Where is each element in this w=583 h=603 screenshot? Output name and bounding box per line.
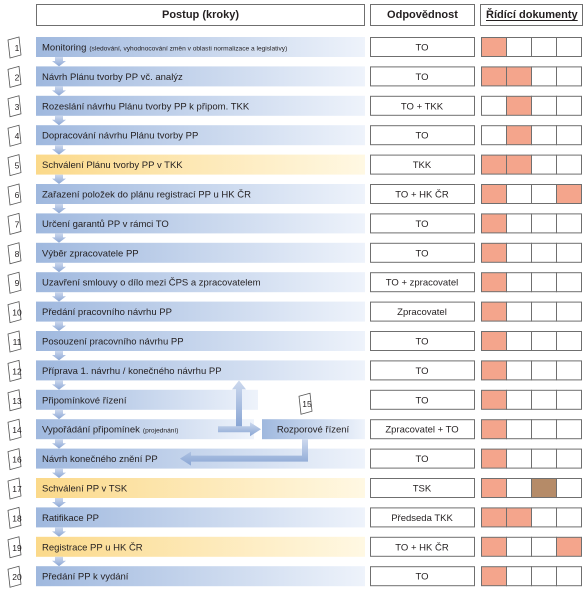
step-label-text: Vypořádání připomínek xyxy=(42,424,140,436)
document-cell xyxy=(482,449,507,468)
document-cell xyxy=(557,567,582,586)
step-row-20 xyxy=(8,566,582,587)
step-label xyxy=(42,454,158,465)
responsibility-text: TKK xyxy=(412,160,432,172)
step-number: 10 xyxy=(12,307,22,318)
step-label xyxy=(42,307,172,318)
responsibility-text: TO xyxy=(415,248,429,260)
document-cell xyxy=(557,361,582,380)
step-row-2 xyxy=(8,66,582,95)
step-number: 11 xyxy=(12,337,22,347)
document-cell xyxy=(507,567,532,586)
step-label-text: Výběr zpracovatele PP xyxy=(42,248,139,260)
document-cell xyxy=(482,508,507,527)
flow-arrow-down xyxy=(52,233,66,242)
step-number: 6 xyxy=(14,190,20,200)
document-cell xyxy=(532,449,557,468)
document-cell xyxy=(557,420,582,439)
document-cell xyxy=(507,214,532,233)
flow-arrow-down xyxy=(52,527,66,536)
document-cell xyxy=(482,537,507,556)
step-number: 12 xyxy=(12,366,22,377)
step-row-9 xyxy=(8,272,582,301)
document-cell xyxy=(532,567,557,586)
step-label-text: Návrh Plánu tvorby PP vč. analýz xyxy=(42,71,183,83)
step-label-text: Monitoring xyxy=(42,42,87,54)
step-row-17 xyxy=(8,478,582,507)
document-cell xyxy=(532,537,557,556)
step-number: 7 xyxy=(14,219,20,230)
document-cell xyxy=(532,243,557,262)
document-cell xyxy=(532,420,557,439)
step-number: 16 xyxy=(12,454,22,465)
document-cell xyxy=(532,126,557,145)
side-step-number: 15 xyxy=(302,399,312,410)
step-row-12 xyxy=(8,360,582,389)
step-row-6 xyxy=(8,184,582,213)
step-label-text: Určení garantů PP v rámci TO xyxy=(42,218,169,230)
step-label-text: Zařazení položek do plánu registrací PP u HK ČR xyxy=(42,189,251,201)
document-cell xyxy=(482,96,507,115)
document-cell xyxy=(507,155,532,174)
document-cell xyxy=(532,67,557,86)
step-number: 9 xyxy=(14,278,20,289)
step-note: (sledování, vyhodnocování změn v oblasti normalizace a legislativy) xyxy=(89,45,288,53)
document-cell xyxy=(532,390,557,409)
step-label xyxy=(42,513,99,524)
step-row-7 xyxy=(8,213,582,242)
document-cell xyxy=(482,38,507,57)
step-note: (projednání) xyxy=(142,427,179,435)
document-cell xyxy=(532,479,557,498)
document-cell xyxy=(532,155,557,174)
document-cell xyxy=(557,67,582,86)
document-cell xyxy=(482,332,507,351)
step-label-text: Předání PP k vydání xyxy=(42,571,129,583)
flow-arrow-down xyxy=(52,86,66,95)
responsibility-text: Zpracovatel xyxy=(397,307,447,319)
document-cell xyxy=(507,126,532,145)
document-cell xyxy=(532,273,557,292)
step-label xyxy=(42,572,129,583)
step-label xyxy=(42,219,169,230)
document-cell xyxy=(557,449,582,468)
responsibility-text: TO + zpracovatel xyxy=(385,277,459,289)
step-label-text: Rozeslání návrhu Plánu tvorby PP k připom. TKK xyxy=(42,101,250,113)
step-row-15 xyxy=(262,393,365,439)
responsibility-text: TO xyxy=(415,365,429,377)
document-cell xyxy=(507,38,532,57)
document-cell xyxy=(482,390,507,409)
flow-arrow-down xyxy=(52,498,66,507)
document-cell xyxy=(507,96,532,115)
step-label-text: Návrh konečného znění PP xyxy=(42,454,158,466)
step-number: 2 xyxy=(14,72,20,83)
header-steps: Postup (kroky) xyxy=(36,4,365,26)
document-cell xyxy=(482,67,507,86)
step-row-1 xyxy=(8,37,582,66)
flow-arrow-down xyxy=(52,380,66,389)
document-cell xyxy=(557,38,582,57)
document-cell xyxy=(532,332,557,351)
step-row-3 xyxy=(8,96,582,125)
step-number: 17 xyxy=(12,484,22,494)
document-cell xyxy=(507,67,532,86)
responsibility-text: TO + HK ČR xyxy=(395,542,449,554)
flow-arrow-down xyxy=(52,145,66,154)
flow-arrow-down xyxy=(52,322,66,331)
document-cell xyxy=(557,126,582,145)
document-cell xyxy=(532,361,557,380)
document-cell xyxy=(507,302,532,321)
step-row-5 xyxy=(8,155,582,184)
document-cell xyxy=(532,214,557,233)
flow-arrow-down xyxy=(52,469,66,478)
step-label-text: Registrace PP u HK ČR xyxy=(42,542,143,554)
responsibility-text: TO xyxy=(415,395,429,407)
document-cell xyxy=(532,96,557,115)
step-label-text: Uzavření smlouvy o dílo mezi ČPS a zpracovatelem xyxy=(42,277,261,289)
step-label-text: Posouzení pracovního návrhu PP xyxy=(42,336,184,348)
step-number: 13 xyxy=(12,395,22,406)
step-label xyxy=(42,542,143,553)
document-cell xyxy=(557,302,582,321)
header-documents: Řídící dokumenty xyxy=(480,4,583,26)
step-row-19 xyxy=(8,537,582,566)
document-cell xyxy=(507,361,532,380)
step-label-text: Předání pracovního návrhu PP xyxy=(42,307,172,319)
document-cell xyxy=(507,508,532,527)
step-row-16 xyxy=(8,449,582,478)
step-label xyxy=(42,101,250,112)
document-cell xyxy=(557,537,582,556)
step-number: 8 xyxy=(14,248,20,259)
step-number: 4 xyxy=(14,131,20,142)
document-cell xyxy=(507,479,532,498)
document-cell xyxy=(557,390,582,409)
responsibility-text: TO xyxy=(415,42,429,54)
side-step-label: Rozporové řízení xyxy=(276,424,350,436)
step-label xyxy=(42,484,128,495)
document-cell xyxy=(557,214,582,233)
step-number: 5 xyxy=(14,160,20,171)
document-cell xyxy=(482,479,507,498)
responsibility-text: TO + HK ČR xyxy=(395,189,449,201)
flow-arrow-down xyxy=(52,410,66,419)
step-number: 18 xyxy=(12,513,22,524)
responsibility-text: TO xyxy=(415,130,429,142)
step-number: 14 xyxy=(12,425,22,436)
document-cell xyxy=(532,38,557,57)
responsibility-text: TO xyxy=(415,571,429,583)
step-row-11 xyxy=(8,331,582,360)
document-cell xyxy=(507,185,532,204)
document-cell xyxy=(557,273,582,292)
document-cell xyxy=(482,420,507,439)
responsibility-text: TO xyxy=(415,454,429,466)
document-cell xyxy=(507,537,532,556)
document-cell xyxy=(482,243,507,262)
step-label xyxy=(42,72,183,83)
step-label xyxy=(42,160,183,171)
responsibility-text: TSK xyxy=(412,483,432,495)
responsibility-text: Zpracovatel + TO xyxy=(385,424,459,436)
document-cell xyxy=(532,508,557,527)
document-cell xyxy=(507,332,532,351)
rows-layer xyxy=(8,37,582,587)
document-cell xyxy=(557,332,582,351)
step-label-text: Dopracování návrhu Plánu tvorby PP xyxy=(42,130,199,142)
responsibility-text: Předseda TKK xyxy=(391,512,453,524)
document-cell xyxy=(482,567,507,586)
flow-arrow-down xyxy=(52,263,66,272)
step-row-8 xyxy=(8,243,582,272)
step-label xyxy=(42,248,139,259)
step-row-4 xyxy=(8,125,582,154)
step-label-text: Příprava 1. návrhu / konečného návrhu PP xyxy=(42,365,222,377)
responsibility-text: TO xyxy=(415,336,429,348)
flow-arrow-down xyxy=(52,351,66,360)
step-number: 3 xyxy=(14,101,20,112)
document-cell xyxy=(557,96,582,115)
document-cell xyxy=(507,390,532,409)
step-label xyxy=(42,278,261,289)
step-label xyxy=(42,366,222,377)
step-label-text: Připomínkové řízení xyxy=(42,395,127,407)
document-cell xyxy=(532,185,557,204)
step-label xyxy=(42,190,251,201)
flow-arrow-down xyxy=(52,57,66,66)
step-label-text: Schválení Plánu tvorby PP v TKK xyxy=(42,160,183,172)
step-row-10 xyxy=(8,302,582,331)
step-label xyxy=(42,395,127,406)
document-cell xyxy=(557,155,582,174)
document-cell xyxy=(482,126,507,145)
step-label-text: Schválení PP v TSK xyxy=(42,483,128,495)
step-number: 20 xyxy=(12,572,22,583)
document-cell xyxy=(482,185,507,204)
responsibility-text: TO xyxy=(415,71,429,83)
document-cell xyxy=(557,508,582,527)
flow-arrow-down xyxy=(52,292,66,301)
step-number: 19 xyxy=(12,542,22,553)
flow-arrow-down xyxy=(52,439,66,448)
document-cell xyxy=(482,273,507,292)
step-row-18 xyxy=(8,507,582,536)
document-cell xyxy=(507,420,532,439)
document-cell xyxy=(507,243,532,262)
step-label xyxy=(42,337,184,348)
step-label-text: Ratifikace PP xyxy=(42,512,100,524)
document-cell xyxy=(482,214,507,233)
header-responsibility: Odpovědnost xyxy=(370,4,475,26)
document-cell xyxy=(507,449,532,468)
flow-arrow-down xyxy=(52,204,66,213)
document-cell xyxy=(482,155,507,174)
document-cell xyxy=(482,302,507,321)
document-cell xyxy=(532,302,557,321)
flow-arrow-down xyxy=(52,557,66,566)
step-label xyxy=(42,131,198,142)
responsibility-text: TO xyxy=(415,218,429,230)
document-cell xyxy=(557,243,582,262)
document-cell xyxy=(557,185,582,204)
responsibility-text: TO + TKK xyxy=(400,101,444,113)
document-cell xyxy=(557,479,582,498)
flow-arrow-down xyxy=(52,175,66,184)
document-cell xyxy=(507,273,532,292)
flow-arrow-down xyxy=(52,116,66,125)
step-number: 1 xyxy=(14,43,20,53)
step-row-13 xyxy=(8,390,582,419)
document-cell xyxy=(482,361,507,380)
